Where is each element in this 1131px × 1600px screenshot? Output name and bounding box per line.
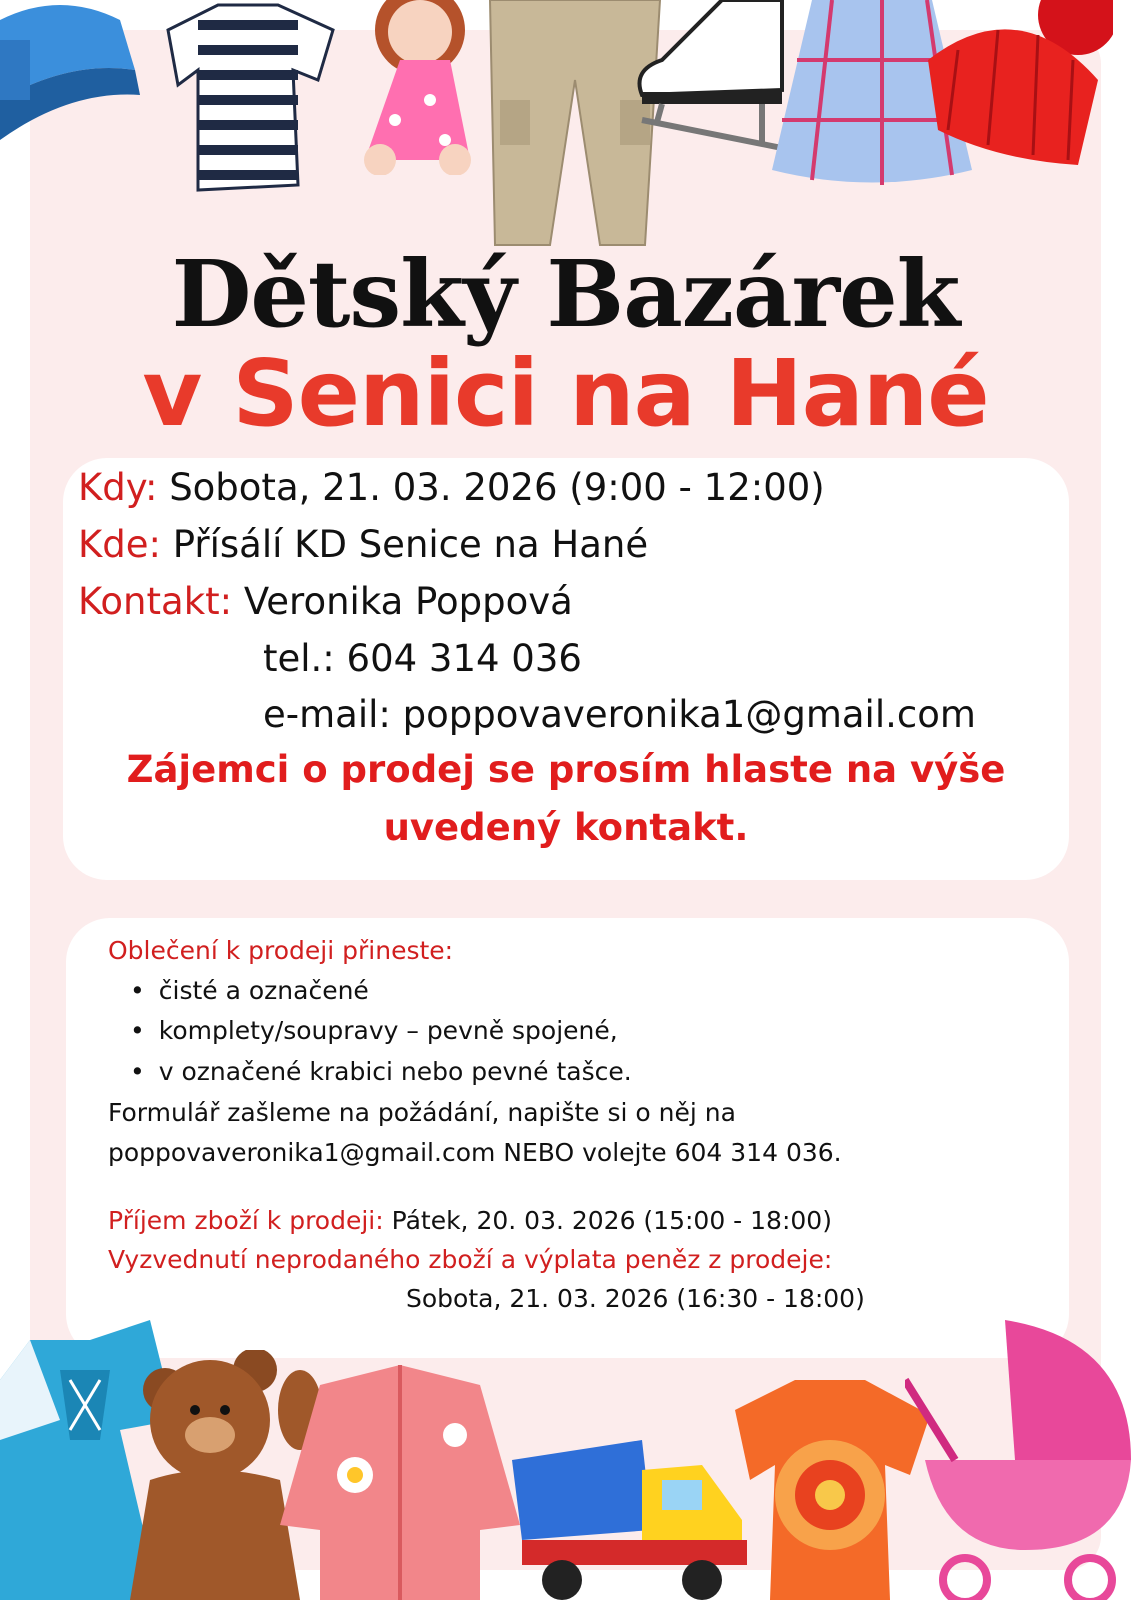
when-value: Sobota, 21. 03. 2026 (9:00 - 12:00) — [169, 466, 825, 509]
ice-skate-icon — [622, 0, 792, 155]
doll-icon — [320, 0, 490, 175]
notice-line-2: uvedený kontakt. — [383, 806, 749, 849]
cap-icon — [0, 0, 150, 150]
when-row — [78, 466, 825, 509]
form-line-1: Formulář zašleme na požádání, napište si o něj na — [108, 1098, 736, 1127]
rules-card — [66, 918, 1069, 1358]
info-card — [63, 458, 1069, 880]
intake-row — [108, 1206, 832, 1235]
rules-heading: Oblečení k prodeji přineste: — [108, 936, 454, 965]
notice-line-1: Zájemci o prodej se prosím hlaste na výše — [126, 748, 1006, 791]
when-label: Kdy: — [78, 466, 158, 509]
form-line-2: poppovaveronika1@gmail.com NEBO volejte 604 314 036. — [108, 1138, 842, 1167]
page-title-line-1: Dětský Bazárek — [171, 240, 960, 348]
page-title-line-2: v Senici na Hané — [142, 340, 989, 447]
pickup-label: Vyzvednutí neprodaného zboží a výplata peněz z prodeje: — [108, 1245, 833, 1274]
contact-name: Veronika Poppová — [243, 580, 573, 623]
contact-row — [78, 580, 573, 623]
pickup-value: Sobota, 21. 03. 2026 (16:30 - 18:00) — [406, 1284, 865, 1313]
stroller-icon — [905, 1320, 1131, 1600]
list-item: • čisté a označené — [130, 976, 369, 1005]
contact-phone: tel.: 604 314 036 — [263, 637, 582, 680]
knit-hat-icon — [918, 0, 1113, 170]
where-label: Kde: — [78, 523, 161, 566]
intake-value: Pátek, 20. 03. 2026 (15:00 - 18:00) — [391, 1206, 832, 1235]
intake-label: Příjem zboží k prodeji: — [108, 1206, 384, 1235]
contact-email: e-mail: poppovaveronika1@gmail.com — [263, 693, 976, 736]
list-item: • komplety/soupravy – pevně spojené, — [130, 1016, 618, 1045]
contact-label: Kontakt: — [78, 580, 233, 623]
where-value: Přísálí KD Senice na Hané — [172, 523, 649, 566]
where-row — [78, 523, 648, 566]
cardigan-icon — [280, 1365, 520, 1600]
list-item: • v označené krabici nebo pevné tašce. — [130, 1057, 632, 1086]
striped-shirt-icon — [148, 0, 348, 195]
